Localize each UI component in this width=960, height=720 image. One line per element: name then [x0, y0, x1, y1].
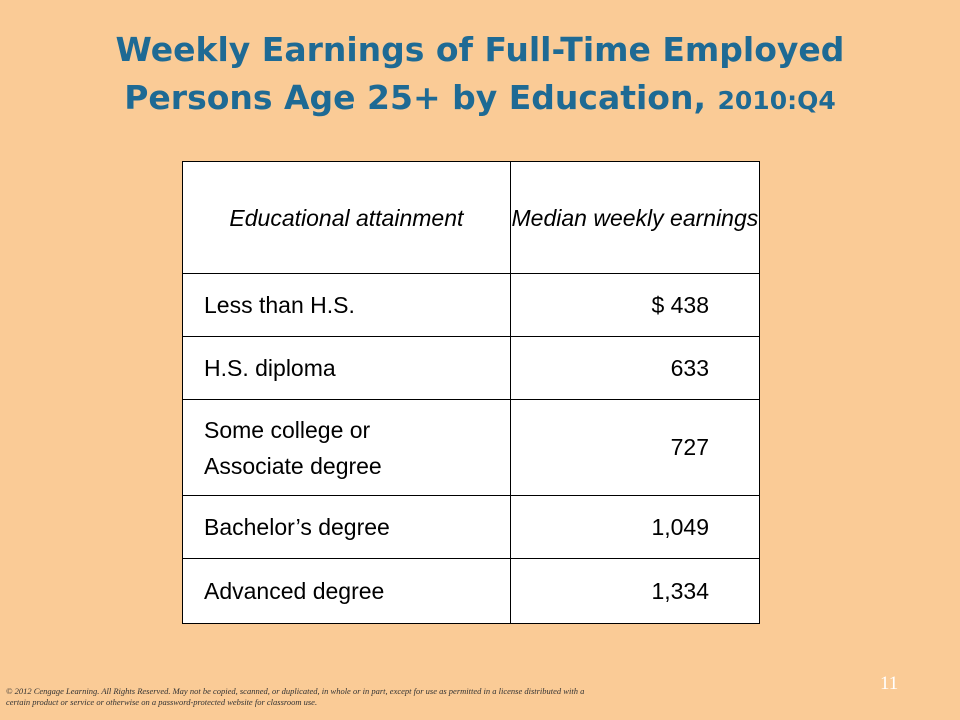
table-row	[183, 496, 760, 559]
page-number: 11	[880, 673, 899, 694]
earnings-table	[182, 161, 760, 624]
table-header-row	[183, 162, 760, 274]
slide-title-line2-text: Persons Age 25+ by Education,	[124, 78, 707, 117]
row-label: H.S. diploma	[183, 337, 511, 400]
table-row	[183, 337, 760, 400]
slide-title-period: 2010:Q4	[717, 86, 836, 115]
header-median-weekly-earnings: Median weekly earnings	[510, 162, 759, 274]
row-label: Advanced degree	[183, 559, 511, 624]
header-educational-attainment: Educational attainment	[183, 162, 511, 274]
row-value: 633	[510, 337, 759, 400]
table-row	[183, 274, 760, 337]
row-label: Less than H.S.	[183, 274, 511, 337]
slide-title-line2	[0, 74, 960, 125]
row-label: Some college or Associate degree	[183, 400, 511, 496]
row-value: 1,049	[510, 496, 759, 559]
copyright-notice: © 2012 Cengage Learning. All Rights Reserved. May not be copied, scanned, or duplicated, in whole or in part, except for use as permitted in a license distributed with a certain product or service or otherwise on a password-protected website for classroom use.	[6, 686, 585, 707]
row-value: $ 438	[510, 274, 759, 337]
table-row	[183, 559, 760, 624]
slide-title-line1: Weekly Earnings of Full-Time Employed	[115, 30, 845, 69]
table-row	[183, 400, 760, 496]
row-value: 727	[510, 400, 759, 496]
row-label: Bachelor’s degree	[183, 496, 511, 559]
slide-title	[0, 26, 960, 125]
row-value: 1,334	[510, 559, 759, 624]
